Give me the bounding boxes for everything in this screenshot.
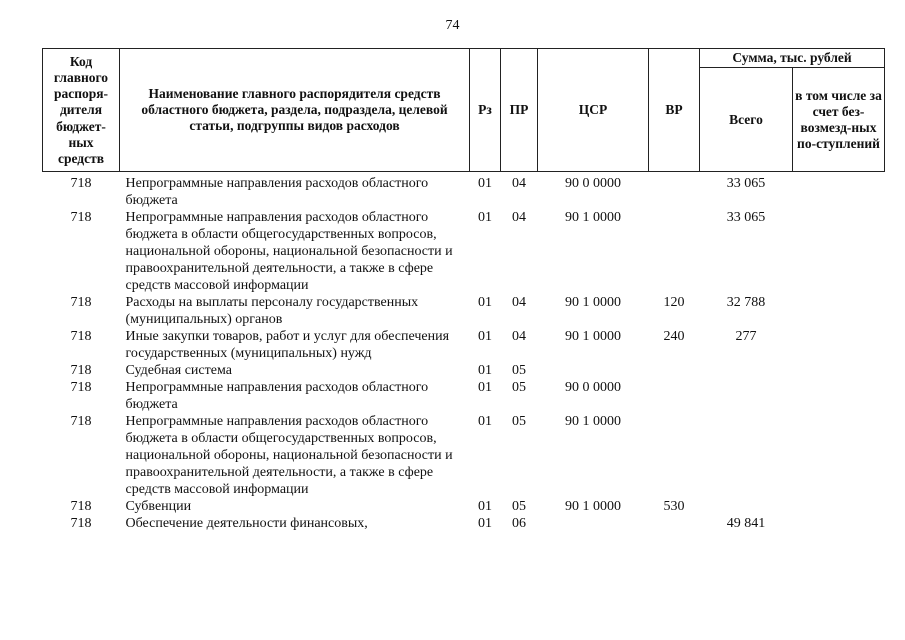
cell-name: Субвенции bbox=[125, 499, 192, 514]
budget-table bbox=[42, 48, 885, 532]
cell-name: Судебная система bbox=[125, 363, 232, 378]
cell-total bbox=[700, 413, 793, 498]
cell-name: Иные закупки товаров, работ и услуг для обеспечения государственных (муниципальных) нужд bbox=[125, 329, 450, 361]
cell-rz: 01 bbox=[478, 363, 492, 378]
table-row bbox=[43, 498, 885, 515]
cell-csr: 90 1 0000 bbox=[565, 210, 621, 225]
cell-total bbox=[700, 379, 793, 413]
cell-code: 718 bbox=[70, 499, 92, 514]
cell-free bbox=[793, 362, 885, 379]
cell-total: 33 065 bbox=[726, 210, 766, 225]
cell-vr bbox=[649, 413, 700, 498]
cell-csr bbox=[538, 515, 649, 532]
cell-free bbox=[793, 413, 885, 498]
cell-total bbox=[700, 498, 793, 515]
cell-code: 718 bbox=[70, 295, 92, 310]
cell-free bbox=[793, 379, 885, 413]
cell-rz: 01 bbox=[478, 329, 492, 344]
table-row bbox=[43, 379, 885, 413]
cell-csr: 90 1 0000 bbox=[565, 329, 621, 344]
cell-name: Непрограммные направления расходов областного бюджета в области общегосударственных вопросов, национальной обороны, национальной безопасности и правоохранительной деятельности, а также в сфере средств массовой информации bbox=[125, 210, 453, 293]
cell-free bbox=[793, 172, 885, 210]
header-sum: Сумма, тыс. рублей bbox=[700, 49, 885, 68]
cell-free bbox=[793, 294, 885, 328]
cell-pr: 04 bbox=[512, 176, 526, 191]
cell-vr bbox=[649, 362, 700, 379]
table-row bbox=[43, 328, 885, 362]
cell-pr: 05 bbox=[512, 363, 526, 378]
table-row bbox=[43, 172, 885, 210]
cell-free bbox=[793, 515, 885, 532]
cell-vr bbox=[649, 515, 700, 532]
cell-total: 49 841 bbox=[726, 516, 766, 531]
cell-vr: 530 bbox=[663, 499, 685, 514]
table-row bbox=[43, 362, 885, 379]
header-csr: ЦСР bbox=[538, 49, 649, 172]
cell-pr: 04 bbox=[512, 295, 526, 310]
cell-vr bbox=[649, 172, 700, 210]
cell-name: Обеспечение деятельности финансовых, bbox=[125, 516, 368, 531]
table-header bbox=[43, 49, 885, 172]
header-code: Код главного распоря-дителя бюджет-ных средств bbox=[43, 49, 120, 172]
cell-rz: 01 bbox=[478, 210, 492, 225]
cell-rz: 01 bbox=[478, 176, 492, 191]
cell-vr: 120 bbox=[663, 295, 685, 310]
cell-rz: 01 bbox=[478, 380, 492, 395]
cell-total: 277 bbox=[735, 329, 757, 344]
cell-free bbox=[793, 209, 885, 294]
cell-code: 718 bbox=[70, 363, 92, 378]
header-vr: ВР bbox=[649, 49, 700, 172]
cell-name: Расходы на выплаты персоналу государственных (муниципальных) органов bbox=[125, 295, 419, 327]
cell-vr bbox=[649, 379, 700, 413]
cell-pr: 05 bbox=[512, 380, 526, 395]
cell-name: Непрограммные направления расходов областного бюджета bbox=[125, 380, 429, 412]
cell-csr: 90 1 0000 bbox=[565, 295, 621, 310]
cell-vr: 240 bbox=[663, 329, 685, 344]
cell-vr bbox=[649, 209, 700, 294]
cell-csr: 90 1 0000 bbox=[565, 414, 621, 429]
cell-free bbox=[793, 498, 885, 515]
cell-rz: 01 bbox=[478, 414, 492, 429]
cell-free bbox=[793, 328, 885, 362]
cell-name: Непрограммные направления расходов областного бюджета bbox=[125, 176, 429, 208]
table-row bbox=[43, 294, 885, 328]
cell-pr: 04 bbox=[512, 210, 526, 225]
table-body bbox=[43, 172, 885, 533]
page-number: 74 bbox=[445, 18, 460, 33]
cell-csr: 90 0 0000 bbox=[565, 176, 621, 191]
cell-total: 32 788 bbox=[726, 295, 766, 310]
header-name: Наименование главного распорядителя средств областного бюджета, раздела, подраздела, целевой статьи, подгруппы видов расходов bbox=[120, 49, 470, 172]
cell-csr: 90 0 0000 bbox=[565, 380, 621, 395]
cell-csr: 90 1 0000 bbox=[565, 499, 621, 514]
header-rz: Рз bbox=[470, 49, 501, 172]
cell-pr: 05 bbox=[512, 499, 526, 514]
cell-code: 718 bbox=[70, 176, 92, 191]
cell-code: 718 bbox=[70, 210, 92, 225]
cell-total bbox=[700, 362, 793, 379]
cell-pr: 05 bbox=[512, 414, 526, 429]
cell-code: 718 bbox=[70, 516, 92, 531]
cell-pr: 06 bbox=[512, 516, 526, 531]
header-total: Всего bbox=[700, 68, 793, 172]
cell-name: Непрограммные направления расходов областного бюджета в области общегосударственных вопросов, национальной обороны, национальной безопасности и правоохранительной деятельности, а также в сфере средств массовой информации bbox=[125, 414, 453, 497]
cell-rz: 01 bbox=[478, 295, 492, 310]
cell-code: 718 bbox=[70, 380, 92, 395]
cell-total: 33 065 bbox=[726, 176, 766, 191]
table-row bbox=[43, 515, 885, 532]
cell-rz: 01 bbox=[478, 499, 492, 514]
header-free: в том числе за счет без-возмезд-ных по-ступлений bbox=[793, 68, 885, 172]
header-pr: ПР bbox=[501, 49, 538, 172]
table-row bbox=[43, 209, 885, 294]
cell-rz: 01 bbox=[478, 516, 492, 531]
cell-pr: 04 bbox=[512, 329, 526, 344]
cell-code: 718 bbox=[70, 414, 92, 429]
cell-code: 718 bbox=[70, 329, 92, 344]
table-row bbox=[43, 413, 885, 498]
cell-csr bbox=[538, 362, 649, 379]
